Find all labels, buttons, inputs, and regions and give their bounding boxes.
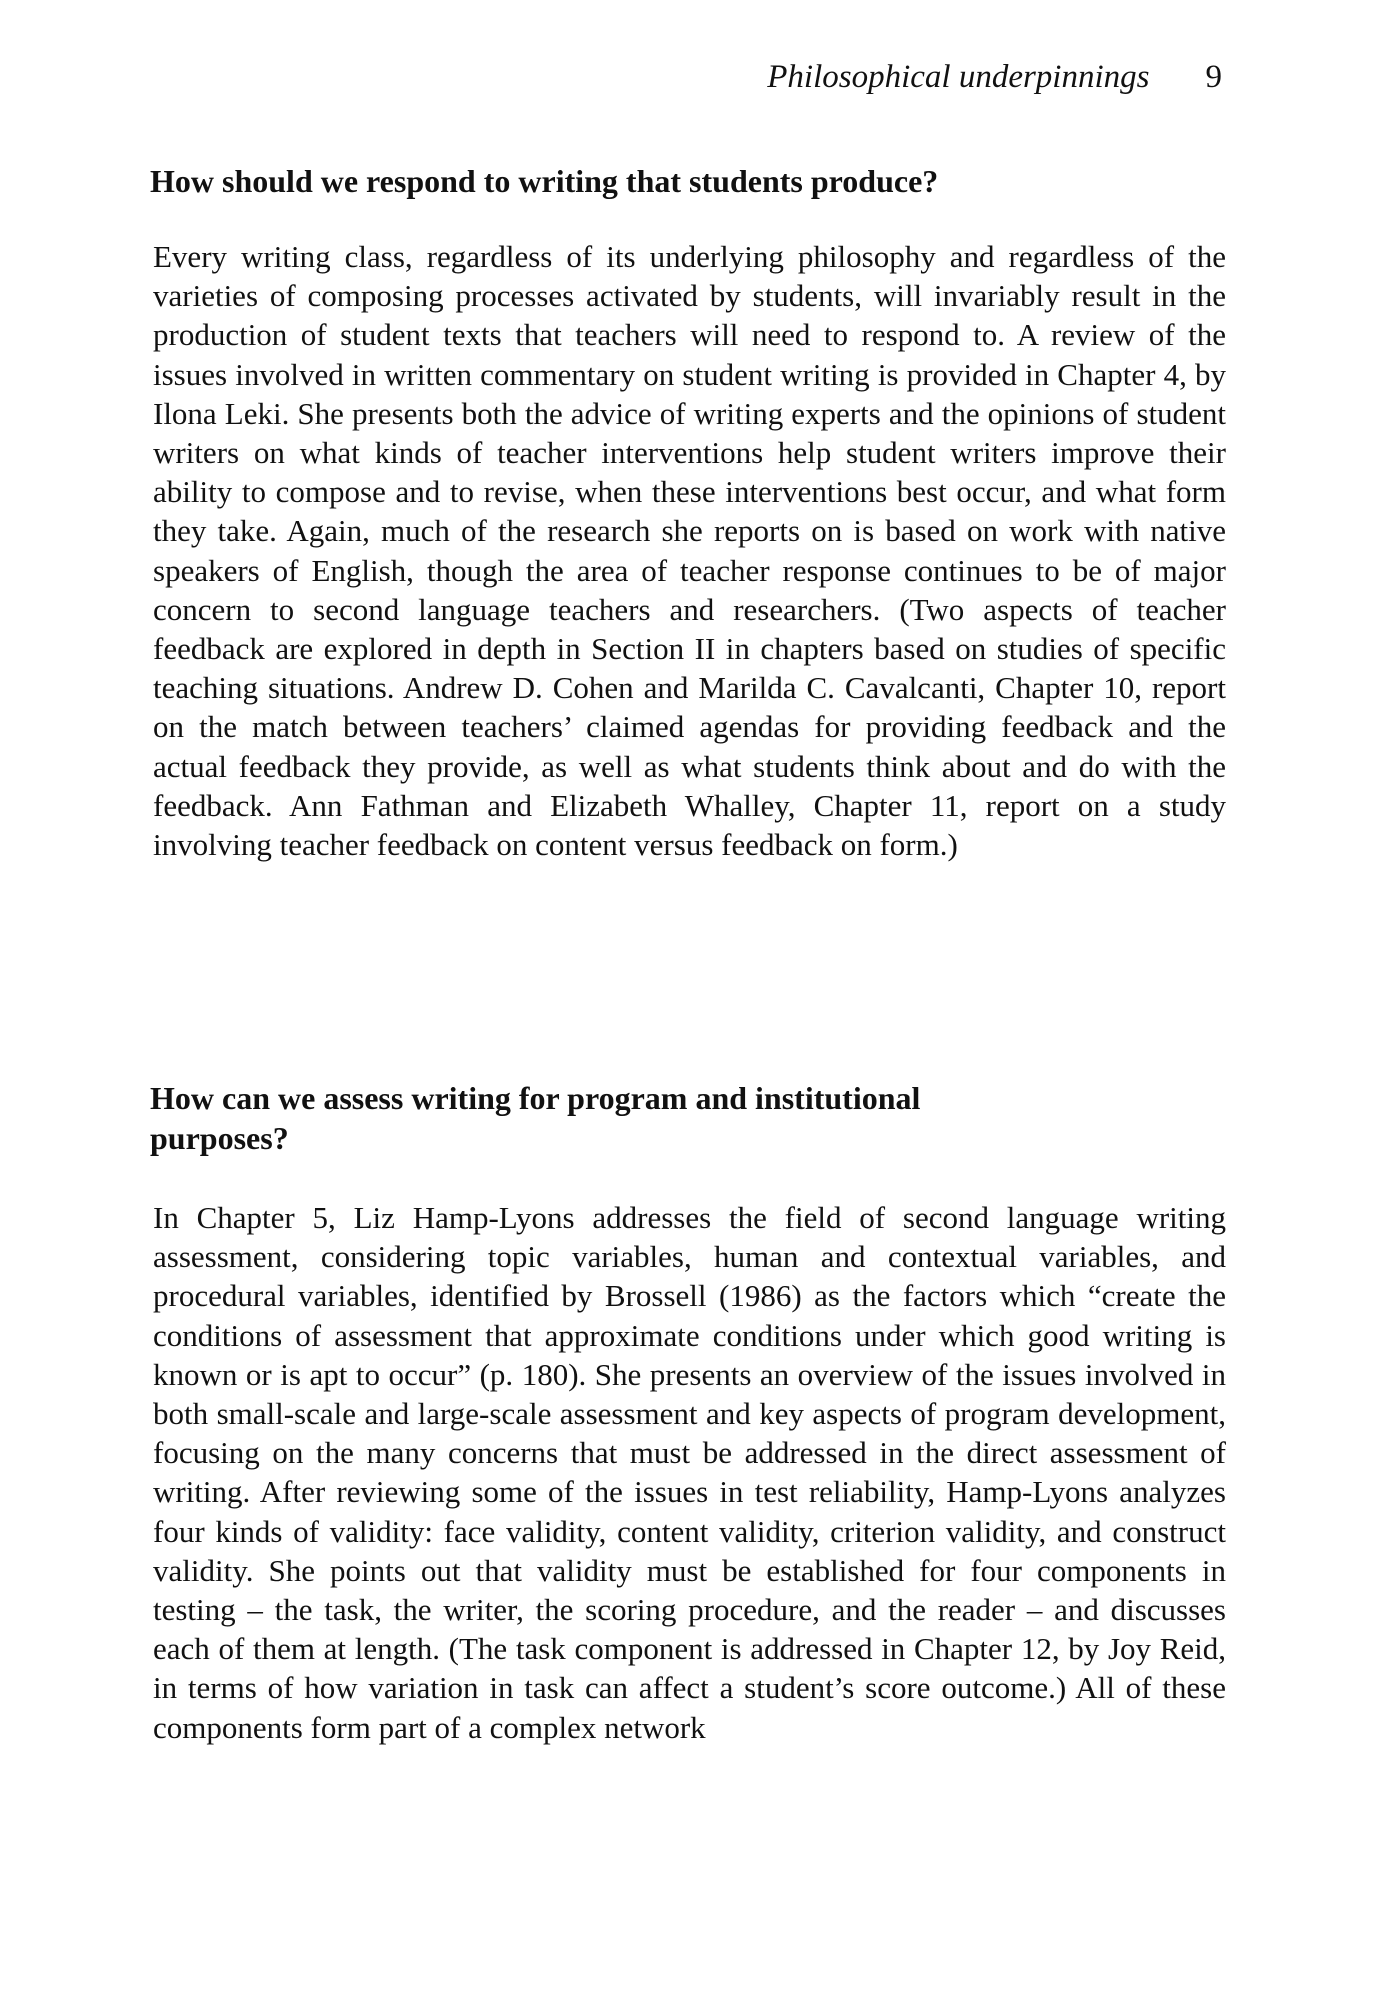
section-heading-assess-writing: How can we assess writing for program and institutional purposes?	[150, 1080, 921, 1156]
running-head	[0, 52, 1222, 102]
page-number: 9	[1205, 59, 1222, 95]
section-body-assess-writing: In Chapter 5, Liz Hamp-Lyons addresses the field of second language writing assessment, considering topic variables, human and contextual variables, and procedural variables, identified by Brossell (1986) as the factors which “create the conditions of assessment that approximate conditions under which good writing is known or is apt to occur” (p. 180). She presents an overview of the issues involved in both small-scale and large-scale assessment and key aspects of program development, focusing on the many concerns that must be addressed in the direct assessment of writing. After reviewing some of the issues in test reliability, Hamp-Lyons analyzes four kinds of validity: face validity, content validity, criterion validity, and construct validity. She points out that validity must be established for four components in testing – the task, the writer, the scoring procedure, and the reader – and discusses each of them at length. (The task component is addressed in Chapter 12, by Joy Reid, in terms of how variation in task can affect a student’s score outcome.) All of these components form part of a complex network	[153, 1200, 1226, 1745]
section-heading-respond-to-writing: How should we respond to writing that students produce?	[150, 163, 939, 199]
section-body-respond-to-writing: Every writing class, regardless of its underlying philosophy and regardless of the varieties of composing processes activated by students, will invariably result in the production of student texts that teachers will need to respond to. A review of the issues involved in written commentary on student writing is provided in Chapter 4, by Ilona Leki. She presents both the advice of writing experts and the opinions of student writers on what kinds of teacher interventions help student writers improve their ability to compose and to revise, when these interventions best occur, and what form they take. Again, much of the research she reports on is based on work with native speakers of English, though the area of teacher response continues to be of major concern to second language teachers and researchers. (Two aspects of teacher feedback are explored in depth in Section II in chapters based on studies of specific teaching situations. Andrew D. Cohen and Marilda C. Cavalcanti, Chapter 10, report on the match between teachers’ claimed agendas for providing feedback and the actual feedback they provide, as well as what students think about and do with the feedback. Ann Fathman and Elizabeth Whalley, Chapter 11, report on a study involving teacher feedback on content versus feedback on form.)	[153, 239, 1226, 863]
running-head-title: Philosophical underpinnings	[767, 59, 1150, 95]
